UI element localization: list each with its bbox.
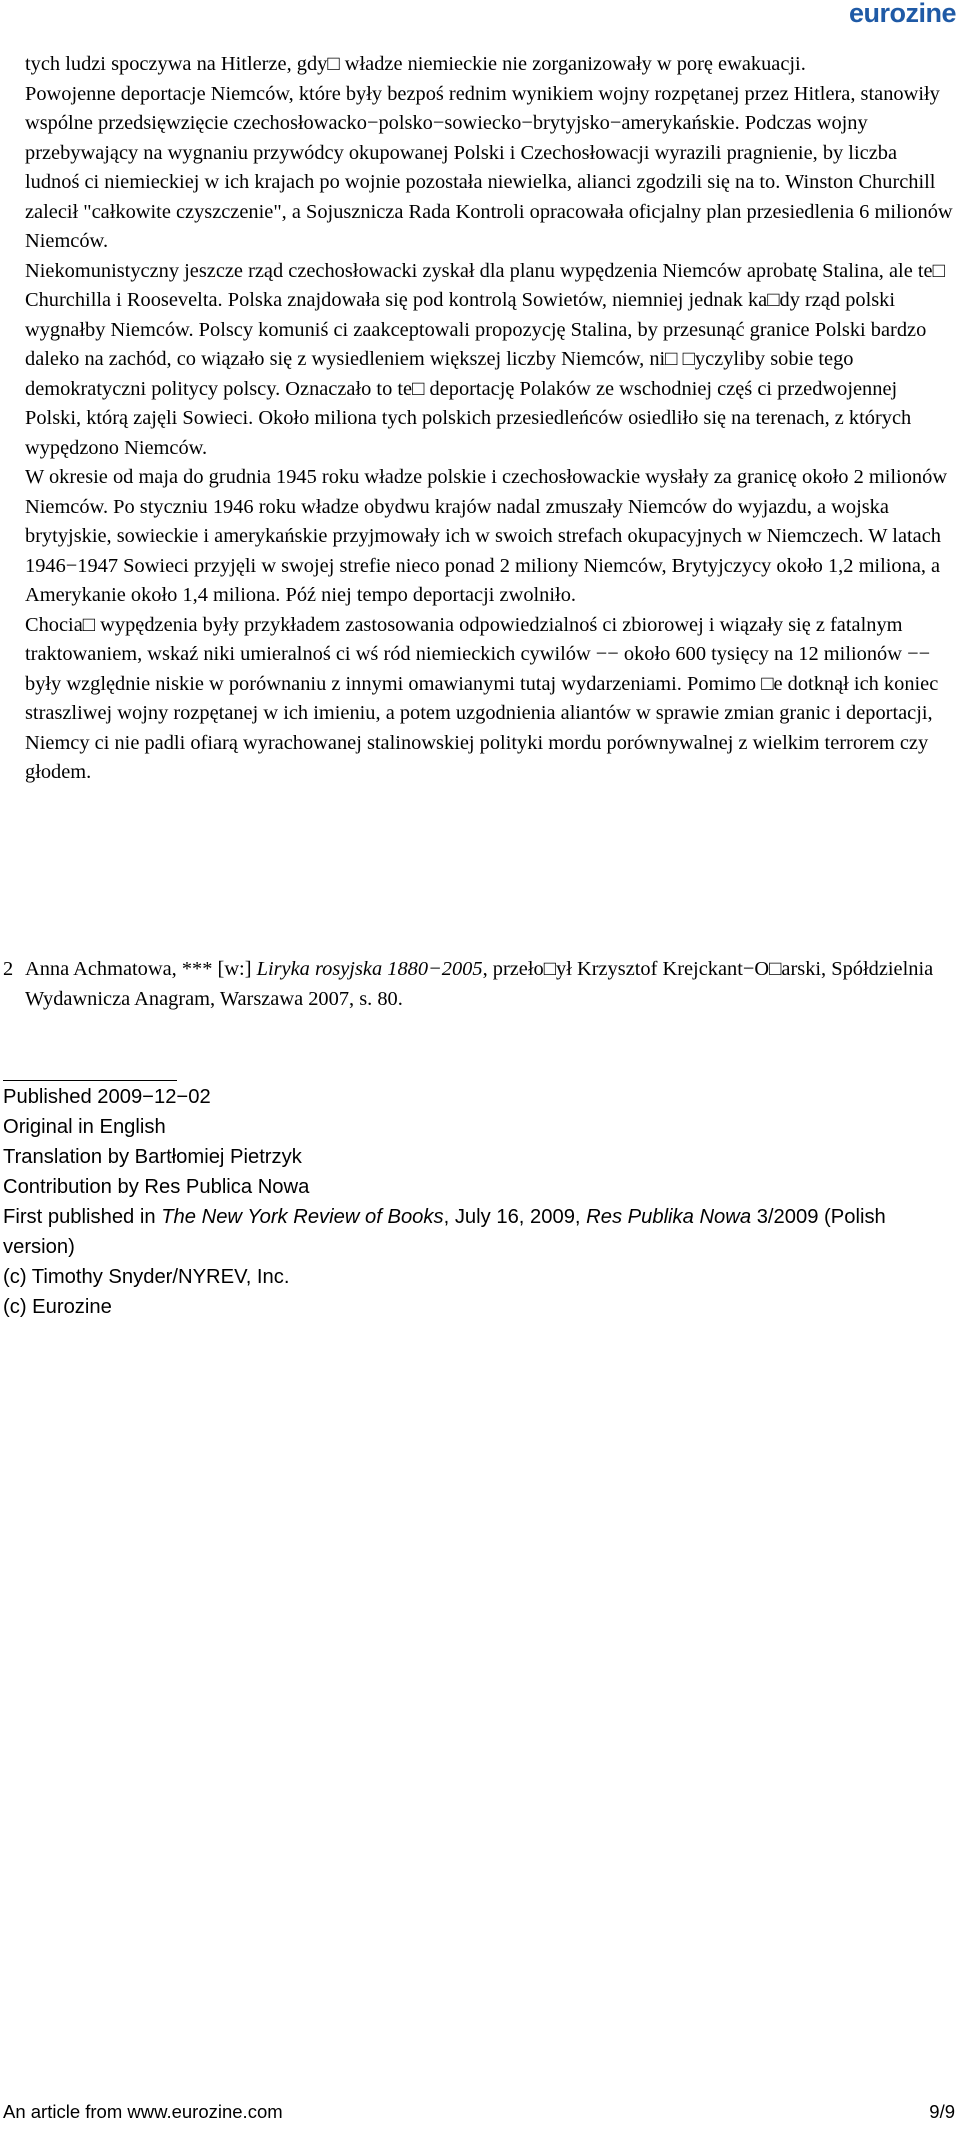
copyright-snyder: (c) Timothy Snyder/NYREV, Inc. xyxy=(3,1266,290,1288)
original-language: Original in English xyxy=(3,1116,166,1138)
footnote-text: Anna Achmatowa, *** [w:] Liryka rosyjska 1880−2005, przeło□ył Krzysztof Krejckant−O□arski, Spółdzielnia Wydawnicza Anagram, Warszawa 2007, s. 80. xyxy=(25,958,934,1010)
footnote-number: 2 xyxy=(3,958,14,980)
paragraph: Powojenne deportacje Niemców, które były bezpoś rednim wynikiem wojny rozpętanej przez Hitlera, stanowiły wspólne przedsięwzięcie czechosłowacko−polsko−sowiecko−brytyjsko−amerykańskie. Podczas wojny przebywający na wygnaniu przywódcy okupowanej Polski i Czechosłowacji wyrazili pragnienie, by liczba ludnoś ci niemieckiej w ich krajach po wojnie pozostała niewielka, alianci zgodzili się na to. Winston Churchill zalecił "całkowite czyszczenie", a Sojusznicza Rada Kontroli opracowała oficjalny plan przesiedlenia 6 milionów Niemców. xyxy=(25,82,953,252)
article-body xyxy=(25,50,955,788)
paragraph: Chocia□ wypędzenia były przykładem zastosowania odpowiedzialnoś ci zbiorowej i wiązały się z fatalnym traktowaniem, wskaź niki umieralnoś ci wś ród niemieckich cywilów −− około 600 tysięcy na 12 milionów −− były względnie niskie w porównaniu z innymi omawianymi tutaj wydarzeniami. Pomimo □e dotknął ich koniec straszliwej wojny rozpętanej w ich imieniu, a potem uzgodnienia aliantów w sprawie zmian granic i deportacji, Niemcy ci nie padli ofiarą wyrachowanej stalinowskiej polityki mordu porównywalnej z wielkim terrorem czy głodem. xyxy=(25,613,939,783)
first-published: First published in The New York Review of Books, July 16, 2009, Res Publika Nowa 3/2009 (Polish version) xyxy=(3,1206,886,1258)
paragraph: tych ludzi spoczywa na Hitlerze, gdy□ władze niemieckie nie zorganizowały w porę ewakuacji. xyxy=(25,53,806,75)
publication-metadata xyxy=(3,1082,953,1322)
page-number: 9/9 xyxy=(929,2101,955,2122)
footnote-book-title: Liryka rosyjska 1880−2005 xyxy=(256,958,483,980)
paragraph: W okresie od maja do grudnia 1945 roku władze polskie i czechosłowackie wysłały za granicę około 2 milionów Niemców. Po styczniu 1946 roku władze obydwu krajów nadal zmuszały Niemców do wyjazdu, a wojska brytyjskie, sowieckie i amerykańskie przyjmowały ich w swoich strefach okupacyjnych w Niemczech. W latach 1946−1947 Sowieci przyjęli w swojej strefie nieco ponad 2 miliony Niemców, Brytyjczycy około 1,2 miliona, a Amerykanie około 1,4 miliona. Póź niej tempo deportacji zwolniło. xyxy=(25,466,948,606)
eurozine-logo: eurozine xyxy=(848,0,956,28)
paragraph: Niekomunistyczny jeszcze rząd czechosłowacki zyskał dla planu wypędzenia Niemców aprobatę Stalina, ale te□ Churchilla i Roosevelta. Polska znajdowała się pod kontrolą Sowietów, niemniej jednak ka□dy rząd polski wygnałby Niemców. Polscy komuniś ci zaakceptowali propozycję Stalina, by przesunąć granice Polski bardzo daleko na zachód, co wiązało się z wysiedleniem większej liczby Niemców, ni□ □yczyliby sobie tego demokratyczni politycy polscy. Oznaczało to te□ deportację Polaków ze wschodniej częś ci przedwojennej Polski, którą zajęli Sowieci. Około miliona tych polskich przesiedleńców osiedliło się na terenach, z których wypędzono Niemców. xyxy=(25,259,945,459)
footer-source: An article from www.eurozine.com xyxy=(3,2101,283,2122)
published-date: Published 2009−12−02 xyxy=(3,1086,211,1108)
translation-credit: Translation by Bartłomiej Pietrzyk xyxy=(3,1146,302,1168)
separator-rule xyxy=(3,1080,177,1081)
copyright-eurozine: (c) Eurozine xyxy=(3,1296,112,1318)
contribution-credit: Contribution by Res Publica Nowa xyxy=(3,1176,310,1198)
